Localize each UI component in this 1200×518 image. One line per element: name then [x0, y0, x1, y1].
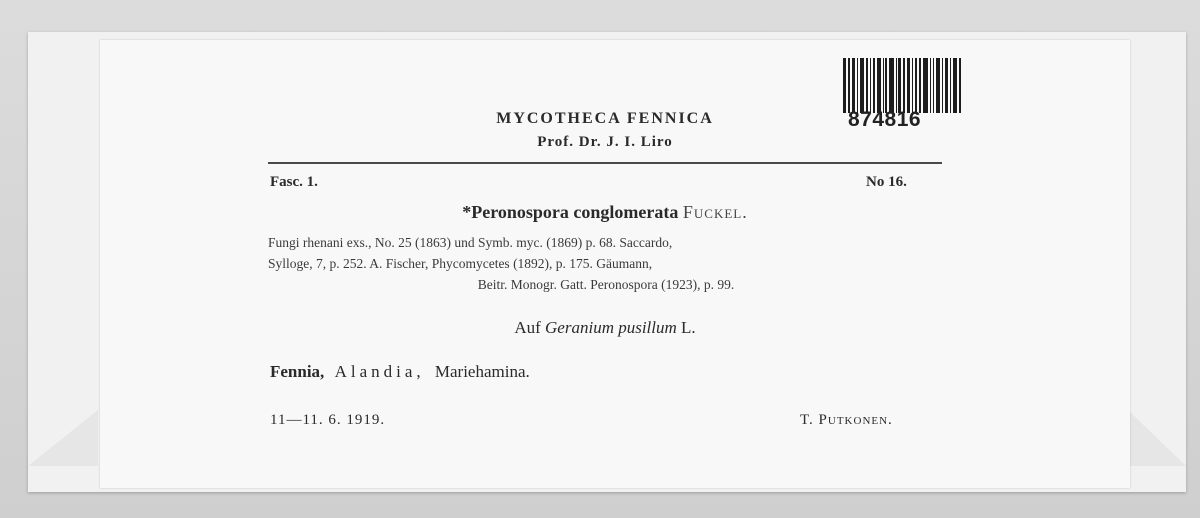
barcode-bar: [896, 58, 897, 113]
envelope-flap-right: [1128, 410, 1186, 466]
barcode-bar: [852, 58, 855, 113]
barcode-bar: [860, 58, 864, 113]
species-line: [268, 202, 942, 223]
barcode-bar: [866, 58, 868, 113]
header-rule: [268, 162, 942, 164]
species-author: Fuckel.: [682, 202, 748, 222]
references-block: [268, 232, 944, 295]
locality-line: [270, 362, 530, 382]
barcode-bar: [945, 58, 948, 113]
editor-line: Prof. Dr. J. I. Liro: [537, 134, 673, 150]
barcode-bar: [857, 58, 858, 113]
barcode-number: 874816: [848, 108, 922, 131]
barcode-bar: [903, 58, 905, 113]
locality-place: Mariehamina.: [434, 362, 530, 381]
host-author: L.: [681, 318, 696, 337]
locality-country: Fennia,: [270, 362, 325, 381]
barcode-bar: [923, 58, 927, 113]
barcode-bar: [843, 58, 846, 113]
barcode-bar: [959, 58, 961, 113]
barcode-bar: [907, 58, 910, 113]
series-title: MYCOTHECA FENNICA: [496, 110, 714, 127]
barcode-bar: [912, 58, 913, 113]
barcode-bar: [953, 58, 957, 113]
barcode: [843, 58, 963, 113]
fascicle-label: Fasc. 1.: [270, 174, 318, 190]
barcode-bar: [936, 58, 939, 113]
barcode-bar: [877, 58, 880, 113]
collection-date: 11—11. 6. 1919.: [270, 412, 386, 428]
specimen-number: No 16.: [866, 174, 907, 190]
host-name: Geranium pusillum: [545, 318, 677, 337]
host-prefix: Auf: [514, 318, 541, 337]
barcode-bar: [942, 58, 944, 113]
barcode-bar: [950, 58, 951, 113]
host-line: [268, 318, 942, 338]
barcode-bar: [883, 58, 884, 113]
reference-line: Sylloge, 7, p. 252. A. Fischer, Phycomycetes (1892), p. 175. Gäumann,: [268, 256, 653, 271]
barcode-bar: [870, 58, 871, 113]
collector-name: T. Putkonen.: [800, 412, 893, 428]
barcode-bar: [930, 58, 932, 113]
barcode-bar: [933, 58, 934, 113]
barcode-bar: [889, 58, 893, 113]
barcode-bar: [848, 58, 850, 113]
locality-province: Alandia,: [334, 362, 425, 381]
barcode-bar: [915, 58, 917, 113]
barcode-bar: [885, 58, 887, 113]
barcode-bar: [919, 58, 922, 113]
barcode-bar: [873, 58, 876, 113]
reference-line: Beitr. Monogr. Gatt. Peronospora (1923), p. 99.: [477, 277, 735, 292]
reference-line: Fungi rhenani exs., No. 25 (1863) und Symb. myc. (1869) p. 68. Saccardo,: [268, 235, 673, 250]
barcode-bar: [898, 58, 901, 113]
species-name: *Peronospora conglomerata: [462, 202, 679, 222]
envelope-flap-left: [28, 410, 98, 466]
